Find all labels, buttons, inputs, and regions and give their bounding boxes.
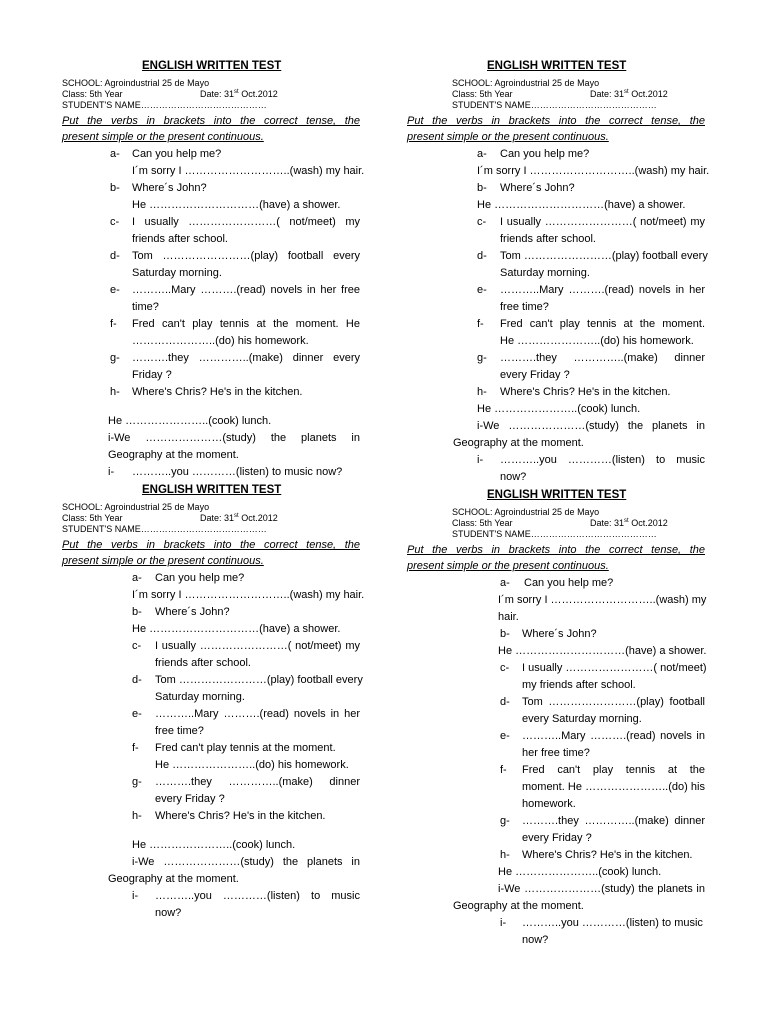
item-f-line2: …………………..(do) his homework.	[132, 335, 309, 347]
item-i-we-line2: Geography at the moment.	[453, 900, 584, 912]
item-b-question: Where´s John?	[155, 606, 230, 618]
item-e-line1: ………..Mary ……….(read) novels in her	[155, 708, 360, 720]
item-c-line1: I usually ……………………( not/meet) my	[500, 216, 705, 228]
item-i-we-line2: Geography at the moment.	[108, 873, 239, 885]
item-g-line2: every Friday ?	[155, 793, 225, 805]
item-f-line2: moment. He …………………..(do) his	[522, 781, 705, 793]
item-i-line2: now?	[522, 934, 549, 946]
item-d-line2: Saturday morning.	[155, 691, 245, 703]
school-line: SCHOOL: Agroindustrial 25 de Mayo	[62, 502, 210, 512]
item-d-line1: Tom ……………………(play) football	[522, 696, 705, 708]
item-c-line1: I usually ……………………( not/meet)	[522, 662, 707, 674]
item-i-line1: ………..you …………(listen) to music	[522, 917, 703, 929]
class-line	[62, 89, 278, 100]
item-f-line2: He …………………..(do) his homework.	[155, 759, 349, 771]
item-a-answer: I´m sorry I ………………………..(wash) my hair.	[132, 589, 365, 601]
student-name-line: STUDENT'S NAME……………………………………	[62, 100, 267, 110]
class-label: Class: 5th Year	[62, 513, 123, 523]
class-line	[452, 89, 668, 100]
student-name-line: STUDENT'S NAME……………………………………	[62, 524, 267, 534]
item-h-answer: He …………………..(cook) lunch.	[132, 839, 296, 851]
item-e-line1: ………..Mary ……….(read) novels in her free	[132, 284, 360, 296]
item-i-line2: now?	[155, 907, 182, 919]
test-title: ENGLISH WRITTEN TEST	[142, 484, 282, 496]
item-c-line2: friends after school.	[132, 233, 228, 245]
item-a-answer-line1: I´m sorry I ………………………..(wash) my	[498, 594, 707, 606]
test-title: ENGLISH WRITTEN TEST	[487, 60, 627, 72]
item-a-question: Can you help me?	[132, 148, 222, 160]
item-g-line1: ……….they …………..(make) dinner	[155, 776, 360, 788]
item-c-line2: friends after school.	[155, 657, 251, 669]
item-i-we-line2: Geography at the moment.	[453, 437, 584, 449]
class-label: Class: 5th Year	[452, 89, 513, 99]
item-i-we-line1: i-We …………………(study) the planets in	[477, 420, 705, 432]
test-title: ENGLISH WRITTEN TEST	[487, 489, 627, 501]
student-name-line: STUDENT'S NAME……………………………………	[452, 529, 657, 539]
item-i-line2: now?	[500, 471, 527, 483]
item-g-line2: every Friday ?	[522, 832, 592, 844]
date-label: Date: 31st Oct.2012	[590, 89, 668, 99]
item-g-line2: every Friday ?	[500, 369, 570, 381]
item-h-question: Where's Chris? He's in the kitchen.	[155, 810, 326, 822]
item-g-line1: ……….they …………..(make) dinner every	[132, 352, 360, 364]
item-d-line1: Tom ……………………(play) football every	[500, 250, 708, 262]
class-label: Class: 5th Year	[452, 518, 513, 528]
item-a-answer-line2: hair.	[498, 611, 519, 623]
item-i-line1: ………..you …………(listen) to music	[500, 454, 705, 466]
item-c-line2: friends after school.	[500, 233, 596, 245]
item-f-line1: Fred can't play tennis at the moment.	[500, 318, 705, 330]
test-title: ENGLISH WRITTEN TEST	[142, 60, 282, 72]
item-f-line2: He …………………..(do) his homework.	[500, 335, 694, 347]
item-b-question: Where´s John?	[522, 628, 597, 640]
instruction: Put the verbs in brackets into the correct tense, the present simple or the present continuous.	[407, 115, 705, 143]
item-c-line1: I usually ……………………( not/meet) my	[132, 216, 360, 228]
item-g-line1: ……….they …………..(make) dinner	[522, 815, 705, 827]
item-h-answer: He …………………..(cook) lunch.	[108, 415, 272, 427]
instruction: Put the verbs in brackets into the correct tense, the present simple or the present continuous.	[62, 115, 360, 143]
class-line	[452, 518, 668, 529]
item-d-line1: Tom ……………………(play) football every	[132, 250, 360, 262]
item-i-we-line1: i-We …………………(study) the planets in	[132, 856, 360, 868]
class-label: Class: 5th Year	[62, 89, 123, 99]
item-a-answer: I´m sorry I ………………………..(wash) my hair.	[477, 165, 710, 177]
item-f-line1: Fred can't play tennis at the moment. He	[132, 318, 360, 330]
item-b-answer: He …………………………(have) a shower.	[132, 199, 341, 211]
school-line: SCHOOL: Agroindustrial 25 de Mayo	[62, 78, 210, 88]
class-line	[62, 513, 278, 524]
item-f-line3: homework.	[522, 798, 576, 810]
instruction: Put the verbs in brackets into the correct tense, the present simple or the present continuous.	[407, 544, 705, 572]
item-i-line1: ………..you …………(listen) to music	[155, 890, 360, 902]
item-a-question: Can you help me?	[524, 577, 614, 589]
item-a-answer: I´m sorry I ………………………..(wash) my hair.	[132, 165, 365, 177]
item-b-question: Where´s John?	[500, 182, 575, 194]
student-name-line: STUDENT'S NAME……………………………………	[452, 100, 657, 110]
instruction: Put the verbs in brackets into the correct tense, the present simple or the present continuous.	[62, 539, 360, 567]
school-line: SCHOOL: Agroindustrial 25 de Mayo	[452, 78, 600, 88]
item-i-line1: ………..you …………(listen) to music now?	[132, 466, 343, 478]
item-b-answer: He …………………………(have) a shower.	[132, 623, 341, 635]
item-h-question: Where's Chris? He's in the kitchen.	[522, 849, 693, 861]
item-d-line1: Tom ……………………(play) football every	[155, 674, 363, 686]
date-label: Date: 31st Oct.2012	[590, 518, 668, 528]
date-label: Date: 31st Oct.2012	[200, 513, 278, 523]
school-line: SCHOOL: Agroindustrial 25 de Mayo	[452, 507, 600, 517]
item-i-we-line1: i-We …………………(study) the planets in	[498, 883, 705, 895]
item-e-line2: free time?	[155, 725, 204, 737]
item-i-we-line2: Geography at the moment.	[108, 449, 239, 461]
item-g-line1: ……….they …………..(make) dinner	[500, 352, 705, 364]
item-f-line1: Fred can't play tennis at the	[522, 764, 705, 776]
item-h-answer: He …………………..(cook) lunch.	[498, 866, 662, 878]
date-label: Date: 31st Oct.2012	[200, 89, 278, 99]
item-f-line1: Fred can't play tennis at the moment.	[155, 742, 336, 754]
item-i-we-line1: i-We …………………(study) the planets in	[108, 432, 360, 444]
item-d-line2: Saturday morning.	[500, 267, 590, 279]
item-h-question: Where's Chris? He's in the kitchen.	[132, 386, 303, 398]
item-e-line2: time?	[132, 301, 159, 313]
item-d-line2: every Saturday morning.	[522, 713, 642, 725]
item-h-question: Where's Chris? He's in the kitchen.	[500, 386, 671, 398]
item-a-question: Can you help me?	[500, 148, 590, 160]
item-b-answer: He …………………………(have) a shower.	[498, 645, 707, 657]
item-e-line2: free time?	[500, 301, 549, 313]
item-b-question: Where´s John?	[132, 182, 207, 194]
item-b-answer: He …………………………(have) a shower.	[477, 199, 686, 211]
item-e-line1: ………..Mary ……….(read) novels in her	[500, 284, 705, 296]
item-c-line1: I usually ……………………( not/meet) my	[155, 640, 360, 652]
item-a-question: Can you help me?	[155, 572, 245, 584]
item-h-answer: He …………………..(cook) lunch.	[477, 403, 641, 415]
item-e-line2: her free time?	[522, 747, 590, 759]
item-g-line2: Friday ?	[132, 369, 172, 381]
item-e-line1: ………..Mary ……….(read) novels in	[522, 730, 705, 742]
item-c-line2: my friends after school.	[522, 679, 636, 691]
item-d-line2: Saturday morning.	[132, 267, 222, 279]
